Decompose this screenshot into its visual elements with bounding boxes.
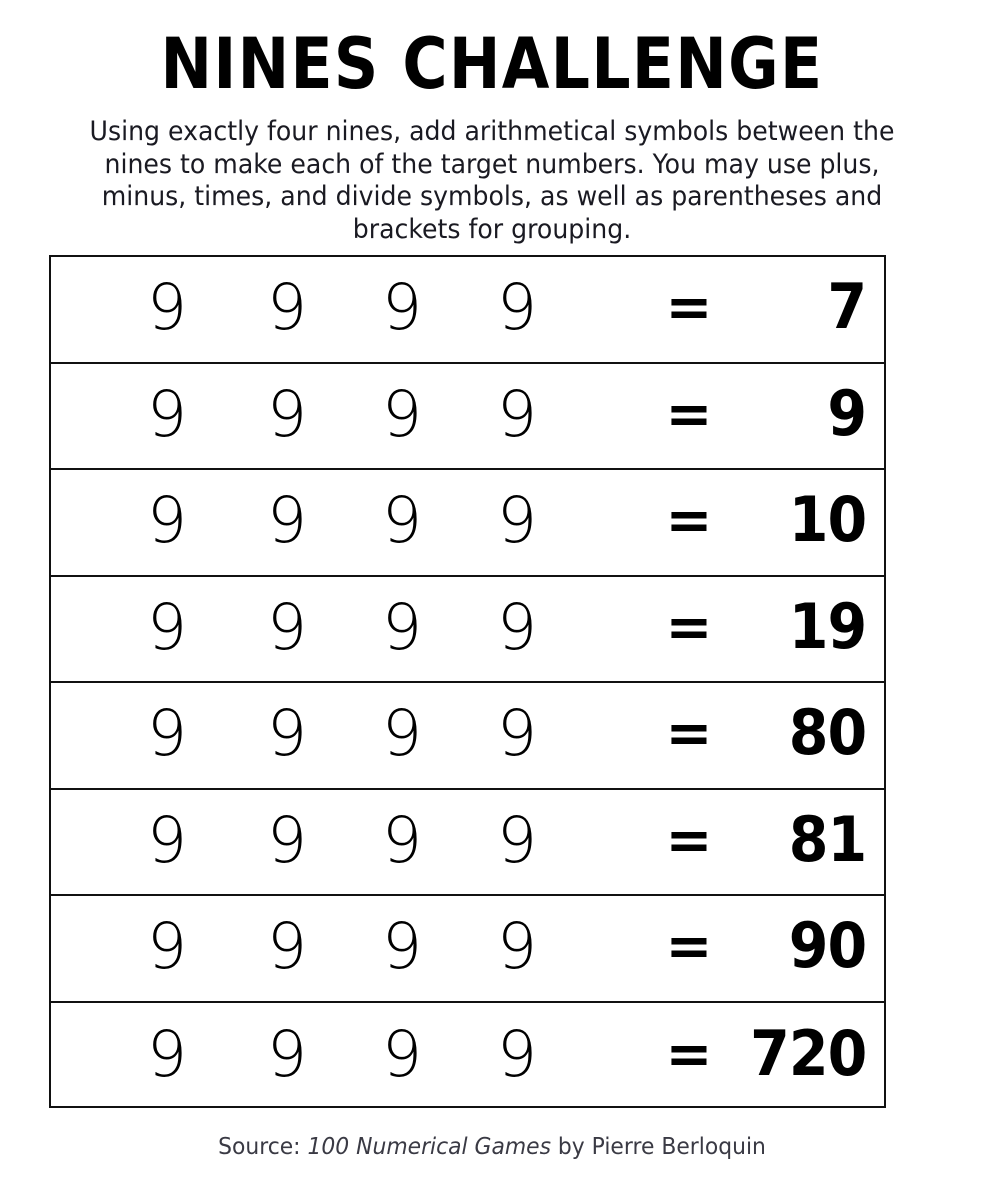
nine-digit: 9	[381, 697, 423, 771]
target-number: 19	[788, 589, 866, 663]
target-number: 720	[749, 1016, 866, 1090]
nine-digit: 9	[266, 484, 308, 558]
page-title: NINES CHALLENGE	[160, 23, 824, 105]
nine-digit: 9	[496, 484, 538, 558]
target-number: 7	[827, 270, 866, 344]
equals-sign: =	[665, 807, 713, 873]
equals-sign: =	[665, 381, 713, 447]
nine-digit: 9	[496, 803, 538, 877]
nine-digit: 9	[266, 1017, 308, 1091]
table-row[interactable]	[51, 896, 884, 1003]
nine-digit: 9	[266, 377, 308, 451]
table-row[interactable]	[51, 1003, 884, 1110]
puzzle-table	[49, 255, 886, 1108]
nine-digit: 9	[496, 910, 538, 984]
source-prefix: Source:	[218, 1134, 308, 1160]
target-number: 9	[827, 376, 866, 450]
nine-digit: 9	[146, 1017, 188, 1091]
nine-digit: 9	[266, 590, 308, 664]
instructions-text: Using exactly four nines, add arithmetical symbols between the nines to make each of the target numbers. You may use plus, minus, times, and divide symbols, as well as parentheses and brackets for grouping.	[89, 116, 895, 245]
source-attribution	[25, 1133, 960, 1161]
equals-sign: =	[665, 914, 713, 980]
table-row[interactable]	[51, 470, 884, 577]
nine-digit: 9	[381, 803, 423, 877]
equals-sign: =	[665, 701, 713, 767]
nine-digit: 9	[146, 271, 188, 345]
nine-digit: 9	[146, 803, 188, 877]
equals-sign: =	[665, 594, 713, 660]
nine-digit: 9	[146, 484, 188, 558]
nine-digit: 9	[266, 271, 308, 345]
nine-digit: 9	[266, 910, 308, 984]
table-row[interactable]	[51, 577, 884, 684]
nine-digit: 9	[381, 1017, 423, 1091]
nine-digit: 9	[381, 484, 423, 558]
nine-digit: 9	[146, 377, 188, 451]
nine-digit: 9	[146, 590, 188, 664]
target-number: 81	[788, 802, 866, 876]
nine-digit: 9	[496, 697, 538, 771]
nine-digit: 9	[146, 697, 188, 771]
nine-digit: 9	[381, 590, 423, 664]
target-number: 90	[788, 909, 866, 983]
nine-digit: 9	[146, 910, 188, 984]
target-number: 80	[788, 696, 866, 770]
target-number: 10	[788, 483, 866, 557]
source-book-title: 100 Numerical Games	[307, 1134, 551, 1160]
equals-sign: =	[665, 488, 713, 554]
table-row[interactable]	[51, 790, 884, 897]
nine-digit: 9	[266, 803, 308, 877]
nine-digit: 9	[496, 377, 538, 451]
equals-sign: =	[665, 1021, 713, 1087]
equals-sign: =	[665, 275, 713, 341]
nine-digit: 9	[496, 590, 538, 664]
nine-digit: 9	[266, 697, 308, 771]
nine-digit: 9	[496, 1017, 538, 1091]
source-author: by Pierre Berloquin	[550, 1134, 766, 1160]
nine-digit: 9	[496, 271, 538, 345]
nine-digit: 9	[381, 377, 423, 451]
table-row[interactable]	[51, 257, 884, 364]
table-row[interactable]	[51, 683, 884, 790]
table-row[interactable]	[51, 364, 884, 471]
nine-digit: 9	[381, 271, 423, 345]
nine-digit: 9	[381, 910, 423, 984]
